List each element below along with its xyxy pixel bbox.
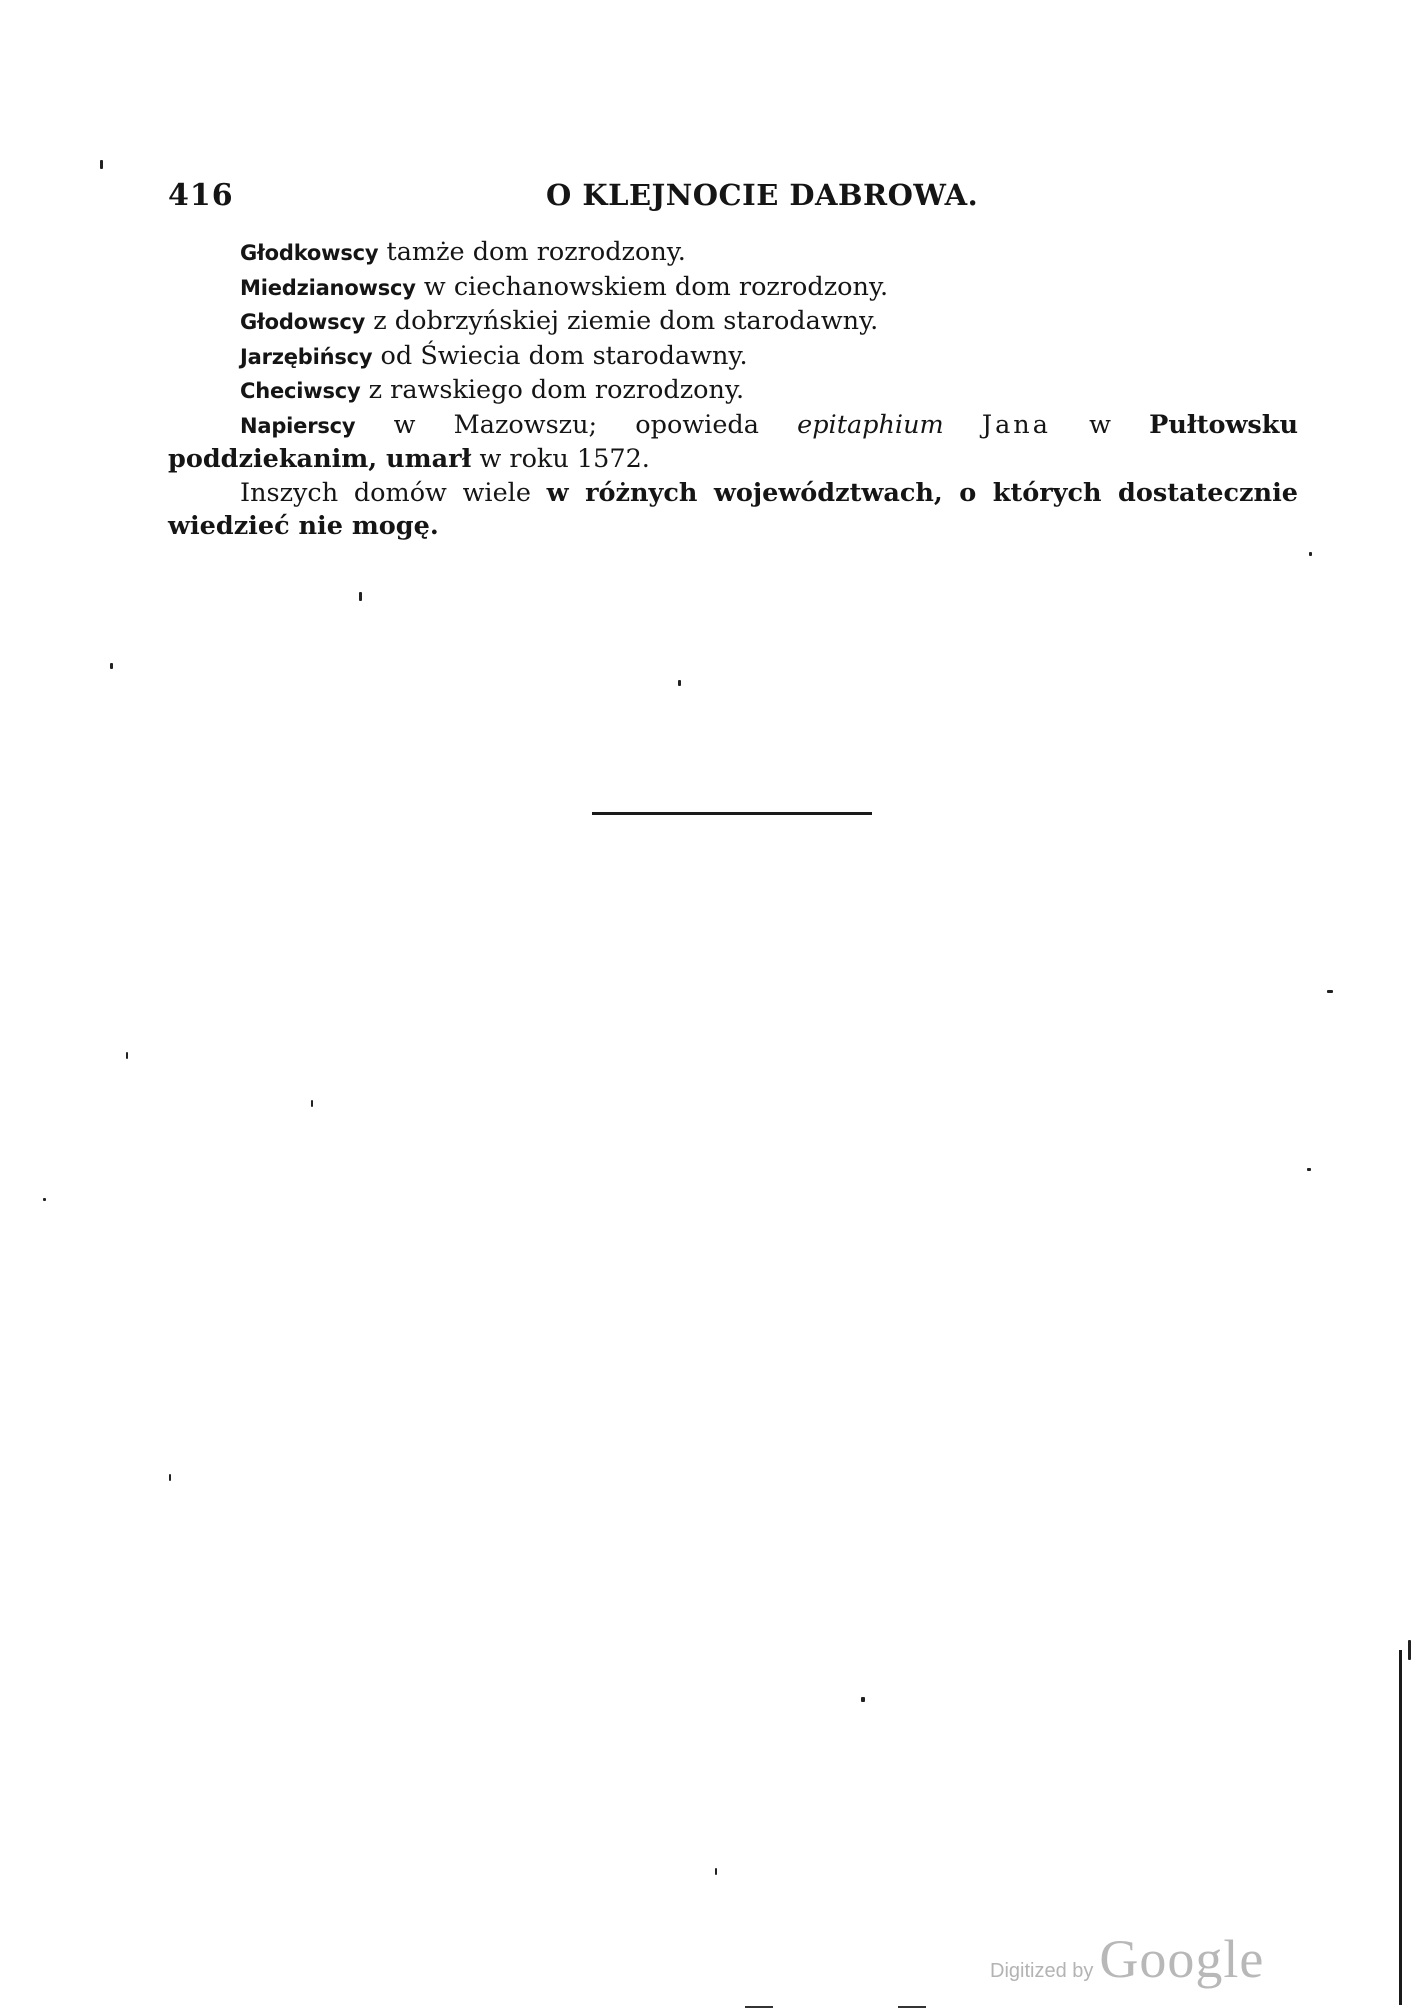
- entry-text: w ciechanowskiem dom rozrodzony.: [415, 271, 889, 302]
- scan-speck: [43, 1198, 46, 1201]
- closing-paragraph: [168, 477, 1298, 544]
- scan-speck: [311, 1100, 313, 1107]
- family-name: Napierscy: [240, 413, 356, 438]
- scan-speck: [715, 1868, 717, 1875]
- entry-text: w Mazowszu; opowieda: [355, 409, 798, 440]
- epitaph-word: epitaphium: [797, 409, 944, 440]
- scan-speck: [110, 663, 113, 669]
- scan-speck: [169, 1474, 171, 1481]
- entry-text: [944, 410, 982, 440]
- closing-bold-text: w różnych województwach, o których dostatecznie wiedzieć nie mogę.: [168, 477, 1298, 541]
- entry-line: [168, 236, 1298, 271]
- entry-line: [168, 305, 1298, 340]
- closing-text: Inszych domów wiele: [240, 477, 547, 508]
- scan-speck: [1307, 1168, 1311, 1171]
- scan-speck: [678, 680, 681, 686]
- place-text: Pułtowsku poddziekanim, umarł: [168, 409, 1299, 474]
- entry-line: [168, 340, 1298, 375]
- scan-speck: [1309, 552, 1312, 556]
- family-name: Głodkowscy: [240, 241, 379, 265]
- entry-text: tamże dom rozrodzony.: [378, 237, 686, 267]
- page-edge-line: [1399, 1650, 1402, 2005]
- family-name: Miedzianowscy: [240, 275, 416, 300]
- family-name: Jarzębińscy: [240, 344, 373, 369]
- bottom-edge-mark: [898, 2006, 926, 2008]
- entry-text: w roku 1572.: [471, 444, 650, 474]
- napierscy-paragraph: [168, 409, 1298, 477]
- entry-line: [168, 374, 1298, 409]
- family-name: Głodowscy: [240, 310, 366, 334]
- scan-speck: [861, 1697, 865, 1702]
- jana-word: Jana: [981, 409, 1051, 440]
- watermark-logo: Google: [1099, 1929, 1265, 1989]
- watermark-prefix: Digitized by: [990, 1960, 1094, 1982]
- entry-line: [168, 271, 1298, 306]
- entry-text: z rawskiego dom rozrodzony.: [360, 375, 745, 405]
- body-text: [168, 236, 1298, 544]
- page-number: 416: [168, 178, 234, 213]
- bottom-edge-mark: [745, 2006, 773, 2008]
- running-title: O KLEJNOCIE DABROWA.: [546, 178, 979, 212]
- section-end-rule: [592, 812, 872, 815]
- digitized-watermark: [990, 1928, 1264, 1990]
- scan-speck: [1327, 990, 1333, 993]
- family-name: Checiwscy: [240, 379, 361, 403]
- entry-text: od Świecia dom starodawny.: [372, 340, 748, 371]
- entry-text: w: [1050, 409, 1150, 440]
- scan-speck: [1408, 1640, 1411, 1660]
- scan-speck: [126, 1052, 128, 1059]
- scan-speck: [100, 160, 103, 169]
- scan-speck: [359, 592, 362, 601]
- entry-text: z dobrzyńskiej ziemie dom starodawny.: [365, 306, 879, 336]
